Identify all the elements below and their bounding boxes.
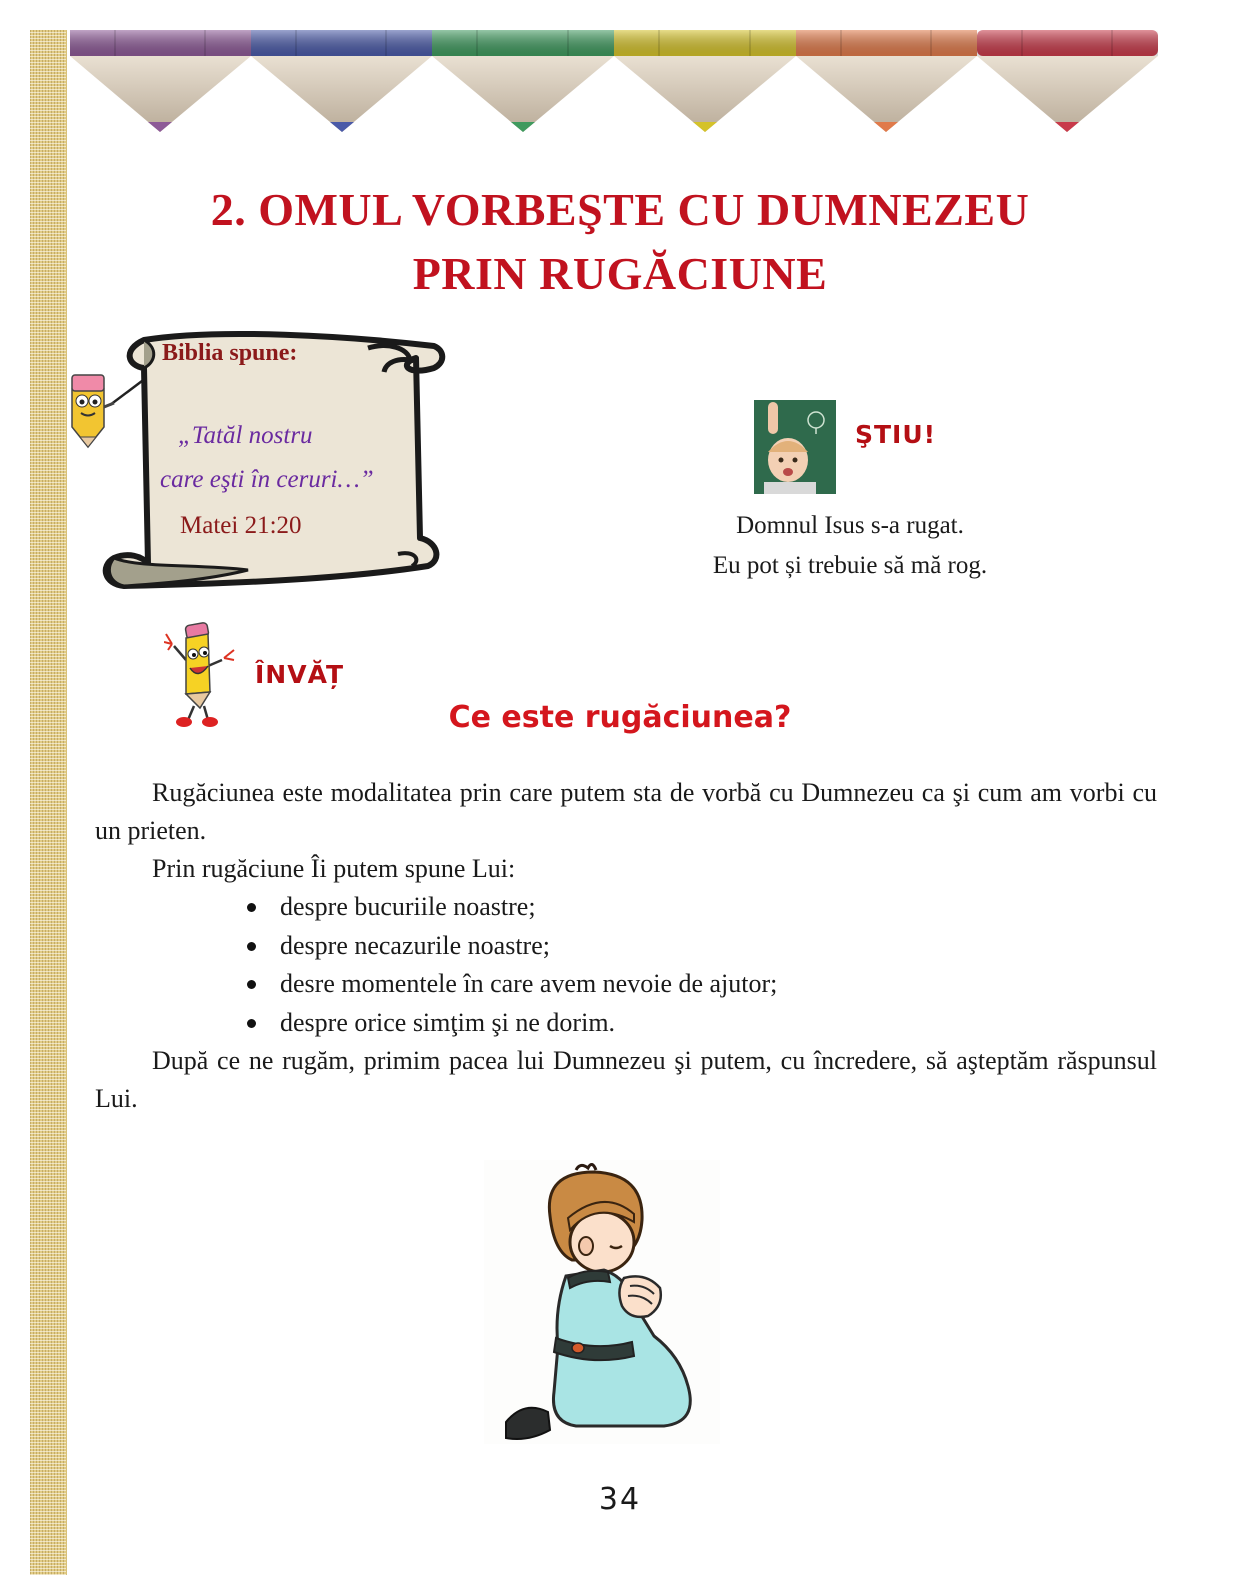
title-line-1: 2. OMUL VORBEŞTE CU DUMNEZEU (210, 184, 1030, 235)
quote-line-1: „Tatăl nostru (178, 422, 313, 449)
praying-boy-illustration (484, 1160, 720, 1444)
learn-label: ÎNVĂȚ (255, 660, 345, 689)
paragraph-2: Prin rugăciune Îi putem spune Lui: (152, 854, 516, 883)
quote-line-2: care eşti în ceruri…” (160, 466, 374, 493)
child-raising-hand-photo (754, 400, 836, 494)
lesson-body (95, 774, 1157, 1118)
bible-says-heading: Biblia spune: (162, 340, 298, 366)
list-item: despre orice simţim şi ne dorim. (280, 1004, 1157, 1043)
know-label: ŞTIU! (855, 420, 937, 449)
know-text (630, 506, 1070, 586)
bible-quote (160, 414, 420, 502)
decorative-side-border (30, 30, 67, 1575)
bullet-list (95, 888, 1157, 1042)
bullet-icon (247, 980, 256, 989)
paragraph-3: După ce ne rugăm, primim pacea lui Dumnezeu şi putem, cu încredere, să aşteptăm răspunsul Lui. (95, 1046, 1157, 1113)
list-item: despre bucuriile noastre; (280, 888, 1157, 927)
bullet-icon (247, 903, 256, 912)
bullet-icon (247, 1019, 256, 1028)
title-line-2: PRIN RUGĂCIUNE (412, 248, 828, 299)
know-line-1: Domnul Isus s-a rugat. (736, 512, 964, 539)
bullet-icon (247, 942, 256, 951)
bible-quote-scroll (98, 328, 450, 596)
bible-reference: Matei 21:20 (180, 512, 302, 539)
section-question: Ce este rugăciunea? (448, 700, 792, 735)
page-number: 34 (598, 1482, 642, 1517)
list-item: desre momentele în care avem nevoie de ajutor; (280, 965, 1157, 1004)
happy-pencil-icon (164, 620, 236, 730)
pencil-banner (70, 28, 1158, 140)
paragraph-1: Rugăciunea este modalitatea prin care putem sta de vorbă cu Dumnezeu ca şi cum am vorbi cu un prieten. (95, 778, 1157, 845)
list-item: despre necazurile noastre; (280, 927, 1157, 966)
page-title (100, 178, 1140, 306)
know-line-2: Eu pot și trebuie să mă rog. (712, 552, 988, 579)
